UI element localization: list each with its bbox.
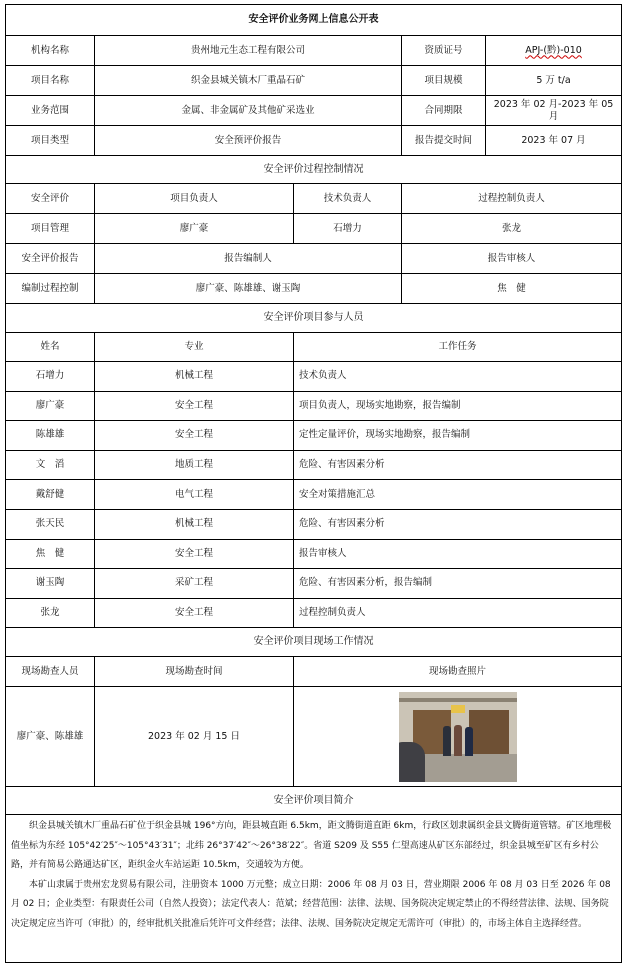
participant-major: 机械工程 — [95, 509, 294, 539]
person-figure — [454, 725, 462, 756]
proj-lead-value: 廖广豪 — [95, 214, 294, 244]
scale-label: 项目规模 — [402, 66, 486, 96]
mgmt-label-bottom: 项目管理 — [6, 214, 95, 244]
participant-name: 焦 健 — [6, 539, 95, 569]
participant-name: 廖广豪 — [6, 391, 95, 421]
participant-task: 技术负责人 — [294, 362, 622, 392]
participant-task: 过程控制负责人 — [294, 598, 622, 628]
site-header-date: 现场勘查时间 — [95, 657, 294, 687]
tech-lead-value: 石增力 — [294, 214, 402, 244]
type-label: 项目类型 — [6, 126, 95, 156]
period-label: 合同期限 — [402, 96, 486, 126]
scope-value: 金属、非金属矿及其他矿采选业 — [95, 96, 402, 126]
site-section-title: 安全评价项目现场工作情况 — [6, 628, 622, 657]
table-row — [6, 569, 622, 599]
reviewer-value: 焦 健 — [402, 274, 622, 304]
participants-header-major: 专业 — [95, 333, 294, 362]
process-lead-value: 张龙 — [402, 214, 622, 244]
table-row — [6, 480, 622, 510]
participant-name: 张天民 — [6, 509, 95, 539]
report-label-top: 安全评价报告 — [6, 244, 95, 274]
participant-major: 安全工程 — [95, 539, 294, 569]
org-label: 机构名称 — [6, 36, 95, 66]
person-figure — [465, 727, 473, 756]
period-value: 2023 年 02 月-2023 年 05 月 — [486, 96, 622, 126]
site-header-photo: 现场勘查照片 — [294, 657, 622, 687]
page-title: 安全评价业务网上信息公开表 — [6, 5, 622, 36]
site-photo-cell — [294, 687, 622, 787]
table-row — [6, 391, 622, 421]
participant-name: 张龙 — [6, 598, 95, 628]
car-figure — [399, 742, 425, 782]
proj-lead-label: 项目负责人 — [95, 184, 294, 214]
participant-major: 安全工程 — [95, 391, 294, 421]
cert-label: 资质证号 — [402, 36, 486, 66]
site-date: 2023 年 02 月 15 日 — [95, 687, 294, 787]
participants-header-task: 工作任务 — [294, 333, 622, 362]
participant-task: 安全对策措施汇总 — [294, 480, 622, 510]
cert-value: APJ-(黔)-010 — [486, 36, 622, 66]
participant-name: 陈雄雄 — [6, 421, 95, 451]
table-row — [6, 450, 622, 480]
participant-major: 安全工程 — [95, 598, 294, 628]
intro-section-title: 安全评价项目简介 — [6, 787, 622, 815]
participant-name: 戴舒健 — [6, 480, 95, 510]
participant-task: 危险、有害因素分析 — [294, 509, 622, 539]
disclosure-table — [5, 4, 622, 963]
submit-label: 报告提交时间 — [402, 126, 486, 156]
intro-paragraph: 织金县城关镇木厂重晶石矿位于织金县城 196°方向，距县城直距 6.5km，距文腾街道直距 6km，行政区划隶属织金县文腾街道管辖。矿区地理极值坐标为东经 105°42′25″～105°43′31″；北纬 26°37′42″～26°38′22″。省道 S209 及 S55 仁望高速从矿区东部经过，织金县城至矿区有乡村公路，并有简易公路通达矿区，距织金火车站运距 10.5km，交通较为方便。 — [11, 821, 612, 871]
participant-major: 安全工程 — [95, 421, 294, 451]
reviewer-label: 报告审核人 — [402, 244, 622, 274]
participant-name: 石增力 — [6, 362, 95, 392]
site-photo — [399, 692, 517, 782]
participant-major: 采矿工程 — [95, 569, 294, 599]
participant-task: 危险、有害因素分析 — [294, 450, 622, 480]
participant-major: 地质工程 — [95, 450, 294, 480]
participants-header-name: 姓名 — [6, 333, 95, 362]
intro-text — [6, 815, 622, 963]
table-row — [6, 598, 622, 628]
scale-value: 5 万 t/a — [486, 66, 622, 96]
participant-task: 报告审核人 — [294, 539, 622, 569]
tech-lead-label: 技术负责人 — [294, 184, 402, 214]
intro-paragraph: 本矿山隶属于贵州宏龙贸易有限公司，注册资本 1000 万元整；成立日期：2006 年 08 月 03 日，营业期限 2006 年 08 月 03 日至 2026 年 08 月 02 日；企业类型：有限责任公司（自然人投资）；法定代表人：范斌；经营范围：法律、法规、国务院决定规定禁止的不得经营法律、法规、国务院决定规定应当许可（审批）的，经审批机关批准后凭许可文件经营；法律、法规、国务院决定规定无需许可（审批）的，市场主体自主选择经营。 — [11, 879, 611, 929]
participant-major: 电气工程 — [95, 480, 294, 510]
participant-name: 文 滔 — [6, 450, 95, 480]
participant-task: 危险、有害因素分析，报告编制 — [294, 569, 622, 599]
process-section-title: 安全评价过程控制情况 — [6, 156, 622, 184]
table-row — [6, 362, 622, 392]
project-name-value: 织金县城关镇木厂重晶石矿 — [95, 66, 402, 96]
participants-section-title: 安全评价项目参与人员 — [6, 304, 622, 333]
report-label-bottom: 编制过程控制 — [6, 274, 95, 304]
org-value: 贵州地元生态工程有限公司 — [95, 36, 402, 66]
scope-label: 业务范围 — [6, 96, 95, 126]
table-row — [6, 421, 622, 451]
table-row — [6, 509, 622, 539]
table-row — [6, 539, 622, 569]
site-header-people: 现场勘查人员 — [6, 657, 95, 687]
writer-label: 报告编制人 — [95, 244, 402, 274]
submit-value: 2023 年 07 月 — [486, 126, 622, 156]
participant-name: 谢玉陶 — [6, 569, 95, 599]
participant-task: 项目负责人，现场实地勘察，报告编制 — [294, 391, 622, 421]
participant-major: 机械工程 — [95, 362, 294, 392]
site-people: 廖广豪、陈雄雄 — [6, 687, 95, 787]
writers-value: 廖广豪、陈雄雄、谢玉陶 — [95, 274, 402, 304]
person-figure — [443, 726, 451, 756]
mgmt-label-top: 安全评价 — [6, 184, 95, 214]
process-lead-label: 过程控制负责人 — [402, 184, 622, 214]
participant-task: 定性定量评价，现场实地勘察，报告编制 — [294, 421, 622, 451]
project-name-label: 项目名称 — [6, 66, 95, 96]
type-value: 安全预评价报告 — [95, 126, 402, 156]
